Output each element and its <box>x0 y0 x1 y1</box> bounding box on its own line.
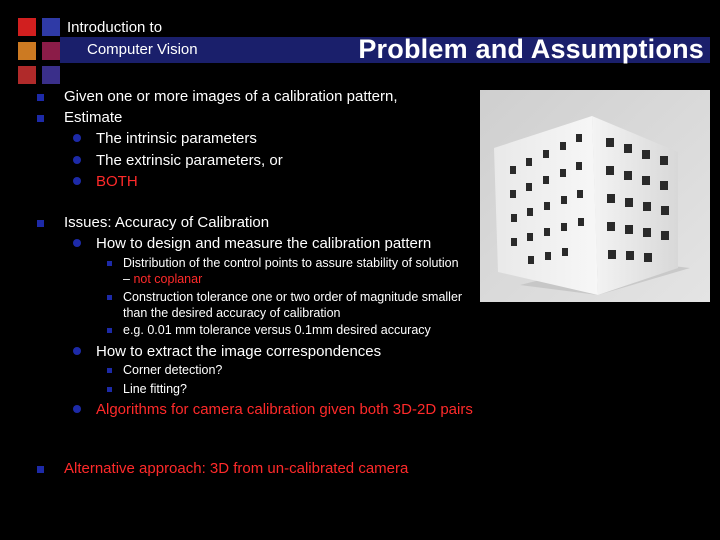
bullet-issues: Issues: Accuracy of Calibration <box>64 214 270 231</box>
item-not-coplanar: not coplanar <box>133 272 203 286</box>
item-corner-detection: Corner detection? <box>123 363 223 377</box>
course-title-line1: Introduction to <box>67 19 163 36</box>
sub-intrinsic: The intrinsic parameters <box>96 130 257 147</box>
bullet-square-icon <box>37 466 44 473</box>
item-tolerance-example: e.g. 0.01 mm tolerance versus 0.1mm desired accuracy <box>123 323 431 337</box>
item-distribution-text: Distribution of the control points to assure stability of solution – <box>123 256 459 286</box>
bullet-square-icon <box>37 115 44 122</box>
bullet-alternative: Alternative approach: 3D from un-calibrated camera <box>64 460 409 477</box>
bullet-dot-icon <box>73 405 81 413</box>
item-distribution <box>123 255 463 287</box>
bullet-estimate: Estimate <box>64 109 123 126</box>
bullet-square-icon <box>37 220 44 227</box>
calibration-pattern-photo <box>480 90 710 302</box>
sub-both: BOTH <box>96 173 138 190</box>
calibration-pattern-drawing <box>480 90 710 302</box>
sub-extract-correspondences: How to extract the image correspondences <box>96 343 382 360</box>
bullet-small-icon <box>107 368 112 373</box>
sub-algorithms: Algorithms for camera calibration given both 3D-2D pairs <box>96 401 473 418</box>
item-construction-tolerance: Construction tolerance one or two order of magnitude smaller than the desired accuracy of calibration <box>123 290 463 320</box>
sub-design-pattern: How to design and measure the calibration pattern <box>96 235 432 252</box>
bullet-small-icon <box>107 261 112 266</box>
bullet-small-icon <box>107 387 112 392</box>
bullet-square-icon <box>37 94 44 101</box>
bullet-dot-icon <box>73 239 81 247</box>
slide-title: Problem and Assumptions <box>358 34 704 64</box>
item-line-fitting: Line fitting? <box>123 382 187 396</box>
bullet-given: Given one or more images of a calibration pattern, <box>64 88 398 105</box>
bullet-dot-icon <box>73 347 81 355</box>
sub-extrinsic: The extrinsic parameters, or <box>96 152 283 169</box>
bullet-dot-icon <box>73 156 81 164</box>
bullet-small-icon <box>107 295 112 300</box>
bullet-dot-icon <box>73 134 81 142</box>
bullet-dot-icon <box>73 177 81 185</box>
course-title-line2: Computer Vision <box>87 41 198 58</box>
bullet-small-icon <box>107 328 112 333</box>
